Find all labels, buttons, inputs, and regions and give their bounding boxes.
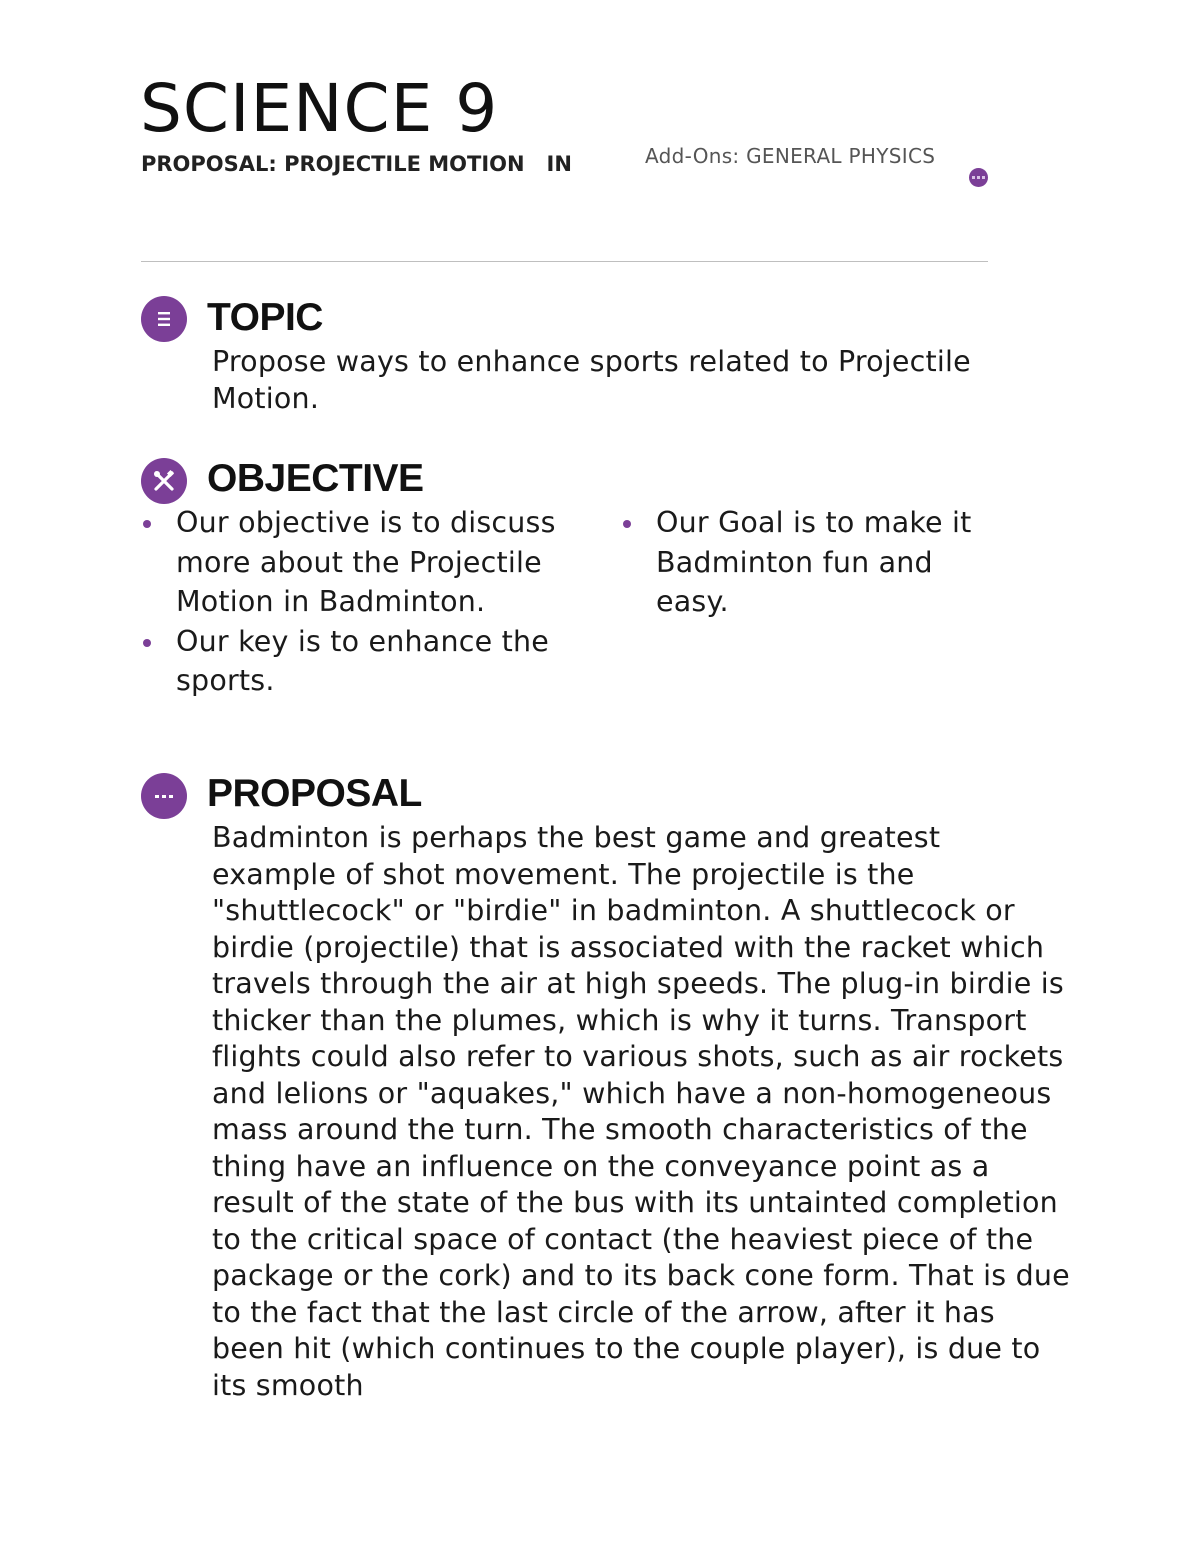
- list-item: Our key is to enhance the sports.: [141, 622, 581, 701]
- document-subtitle: PROPOSAL: PROJECTILE MOTION IN: [141, 152, 572, 176]
- list-item: Our Goal is to make it Badminton fun and easy.: [621, 503, 981, 622]
- proposal-heading: PROPOSAL: [207, 772, 422, 815]
- list-icon: [141, 296, 187, 342]
- addons-dot-icon: [969, 168, 988, 187]
- proposal-text: Badminton is perhaps the best game and greatest example of shot movement. The projectile is the "shuttlecock" or "birdie" in badminton. A shuttlecock or birdie (projectile) that is associated with the racket which travels through the air at high speeds. The plug-in birdie is thicker than the plumes, which is why it turns. Transport flights could also refer to various shots, such as air rockets and lelions or "aquakes," which have a non-homogeneous mass around the turn. The smooth characteristics of the thing have an influence on the conveyance point as a result of the state of the bus with its untainted completion to the critical space of contact (the heaviest piece of the package or the cork) and to its back cone form. That is due to the fact that the last circle of the arrow, after it has been hit (which continues to the couple player), is due to its smooth: [212, 821, 1070, 1402]
- list-item: Our objective is to discuss more about the Projectile Motion in Badminton.: [141, 503, 581, 622]
- topic-text: Propose ways to enhance sports related to Projectile Motion.: [212, 345, 971, 415]
- objective-left-list: [141, 503, 581, 701]
- document-title: SCIENCE 9: [140, 70, 499, 147]
- ellipsis-icon: [141, 773, 187, 819]
- topic-heading: TOPIC: [207, 296, 323, 339]
- objective-right-list: [621, 503, 981, 622]
- header-divider: [141, 261, 988, 262]
- tools-icon: [141, 458, 187, 504]
- objective-heading: OBJECTIVE: [207, 457, 424, 500]
- addons-label: Add-Ons: GENERAL PHYSICS: [645, 144, 936, 168]
